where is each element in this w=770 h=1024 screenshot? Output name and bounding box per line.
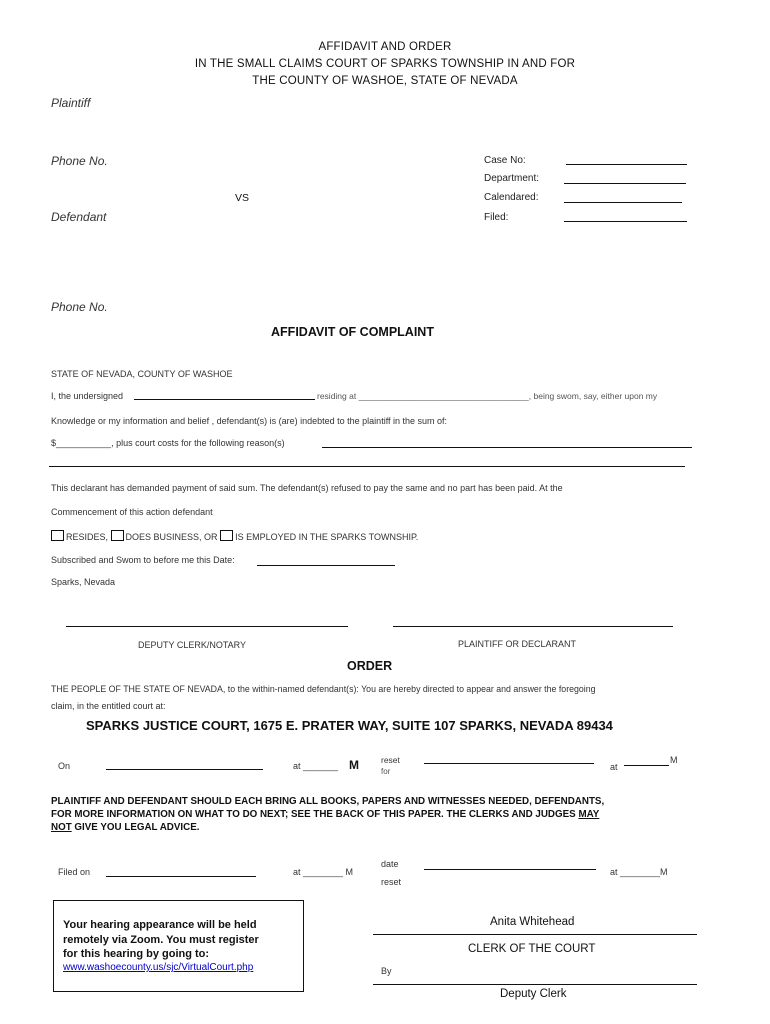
commencement-text: Commencement of this action defendant xyxy=(51,507,213,517)
sum-text: $___________, plus court costs for the following reason(s) xyxy=(51,438,285,448)
hearing-date-line[interactable] xyxy=(106,769,263,770)
undersigned-label: I, the undersigned xyxy=(51,391,124,401)
defendant-label: Defendant xyxy=(51,210,107,224)
clerk-name: Anita Whitehead xyxy=(490,916,575,928)
date-label: date xyxy=(381,859,399,869)
instructions-line-3 xyxy=(51,822,199,833)
plaintiff-declarant-label: PLAINTIFF OR DECLARANT xyxy=(458,639,577,649)
may-emphasis: MAY xyxy=(578,809,600,820)
business-label: DOES BUSINESS, OR xyxy=(125,532,218,542)
deputy-clerk-notary-label: DEPUTY CLERK/NOTARY xyxy=(138,640,247,650)
filed-date-line[interactable] xyxy=(424,869,596,870)
residence-options xyxy=(51,530,418,542)
subscribed-text: Subscribed and Swom to before me this Date: xyxy=(51,555,235,565)
sparks-nevada-text: Sparks, Nevada xyxy=(51,577,116,587)
m-label-2: M xyxy=(670,755,678,765)
court-address: SPARKS JUSTICE COURT, 1675 E. PRATER WAY, SUITE 107 SPARKS, NEVADA 89434 xyxy=(86,718,613,733)
department-line[interactable] xyxy=(564,183,686,184)
reset-time-line[interactable] xyxy=(624,765,669,766)
zoom-notice-line-1: Your hearing appearance will be held xyxy=(63,919,257,931)
complaint-title: AFFIDAVIT OF COMPLAINT xyxy=(271,325,434,339)
county-heading: THE COUNTY OF WASHOE, STATE OF NEVADA xyxy=(252,75,518,87)
people-text: THE PEOPLE OF THE STATE OF NEVADA, to the within-named defendant(s): You are hereby directed to appear and answer the foregoing xyxy=(51,684,596,694)
instructions-line-2 xyxy=(51,809,599,820)
plaintiff-label: Plaintiff xyxy=(51,96,91,110)
resides-label: RESIDES, xyxy=(66,532,109,542)
filed-on-line[interactable] xyxy=(106,876,256,877)
filed-label: Filed: xyxy=(484,212,509,223)
zoom-notice-line-3: for this hearing by going to: xyxy=(63,948,210,960)
reason-line-2[interactable] xyxy=(49,466,685,467)
state-county-line: STATE OF NEVADA, COUNTY OF WASHOE xyxy=(51,369,233,379)
virtual-court-link[interactable]: www.washoecounty.us/sjc/VirtualCourt.php xyxy=(63,962,254,973)
not-emphasis: NOT xyxy=(51,822,72,833)
versus-label: VS xyxy=(235,192,250,204)
subscribed-date-line[interactable] xyxy=(257,565,395,566)
at-label-1: at _______ xyxy=(293,761,339,771)
on-label: On xyxy=(58,761,71,771)
at-label-3: at ________ M xyxy=(293,867,354,877)
demanded-text: This declarant has demanded payment of said sum. The defendant(s) refused to pay the same and no part has been paid. At the xyxy=(51,483,563,493)
plaintiff-signature-line[interactable] xyxy=(393,626,673,627)
clerk-name-line xyxy=(373,934,697,935)
for-label: for xyxy=(381,767,391,776)
zoom-notice-line-2: remotely via Zoom. You must register xyxy=(63,934,259,946)
knowledge-text: Knowledge or my information and belief , defendant(s) is (are) indebted to the plaintiff in the sum of: xyxy=(51,416,448,426)
by-label: By xyxy=(381,966,392,976)
instructions-text: FOR MORE INFORMATION ON WHAT TO DO NEXT; SEE THE BACK OF THIS PAPER. THE CLERKS AND JUDGES xyxy=(51,809,576,820)
deputy-signature-line[interactable] xyxy=(373,984,697,985)
clerk-title: CLERK OF THE COURT xyxy=(468,943,596,955)
at-label-4: at ________M xyxy=(610,867,668,877)
deputy-clerk-label: Deputy Clerk xyxy=(500,988,567,1000)
claim-text: claim, in the entitled court at: xyxy=(51,701,166,711)
case-no-label: Case No: xyxy=(484,155,526,166)
notary-signature-line[interactable] xyxy=(66,626,348,627)
reason-line-1[interactable] xyxy=(322,447,692,448)
defendant-phone-label: Phone No. xyxy=(51,300,108,314)
legal-advice-text: GIVE YOU LEGAL ADVICE. xyxy=(74,822,200,833)
residing-text: residing at ____________________________________, being swom, say, either upon my xyxy=(317,391,658,401)
reset-label: reset xyxy=(381,755,400,765)
reset-label-2: reset xyxy=(381,877,402,887)
calendared-label: Calendared: xyxy=(484,192,539,203)
filed-on-label: Filed on xyxy=(58,867,91,877)
plaintiff-phone-label: Phone No. xyxy=(51,154,108,168)
employed-checkbox[interactable] xyxy=(220,530,233,541)
form-title: AFFIDAVIT AND ORDER xyxy=(318,41,452,53)
calendared-line[interactable] xyxy=(564,202,682,203)
at-label-2: at xyxy=(610,762,618,772)
case-no-line[interactable] xyxy=(566,164,687,165)
filed-line[interactable] xyxy=(564,221,687,222)
business-checkbox[interactable] xyxy=(111,530,124,541)
reset-date-line[interactable] xyxy=(424,763,594,764)
order-title: ORDER xyxy=(347,659,393,673)
instructions-line-1: PLAINTIFF AND DEFENDANT SHOULD EACH BRING ALL BOOKS, PAPERS AND WITNESSES NEEDED, DEFENDANTS, xyxy=(51,796,605,807)
department-label: Department: xyxy=(484,173,540,184)
undersigned-line[interactable] xyxy=(134,399,315,400)
resides-checkbox[interactable] xyxy=(51,530,64,541)
zoom-notice-box xyxy=(53,900,304,992)
m-label-1: M xyxy=(349,758,359,772)
court-heading: IN THE SMALL CLAIMS COURT OF SPARKS TOWNSHIP IN AND FOR xyxy=(194,58,576,70)
employed-label: IS EMPLOYED IN THE SPARKS TOWNSHIP. xyxy=(235,532,419,542)
